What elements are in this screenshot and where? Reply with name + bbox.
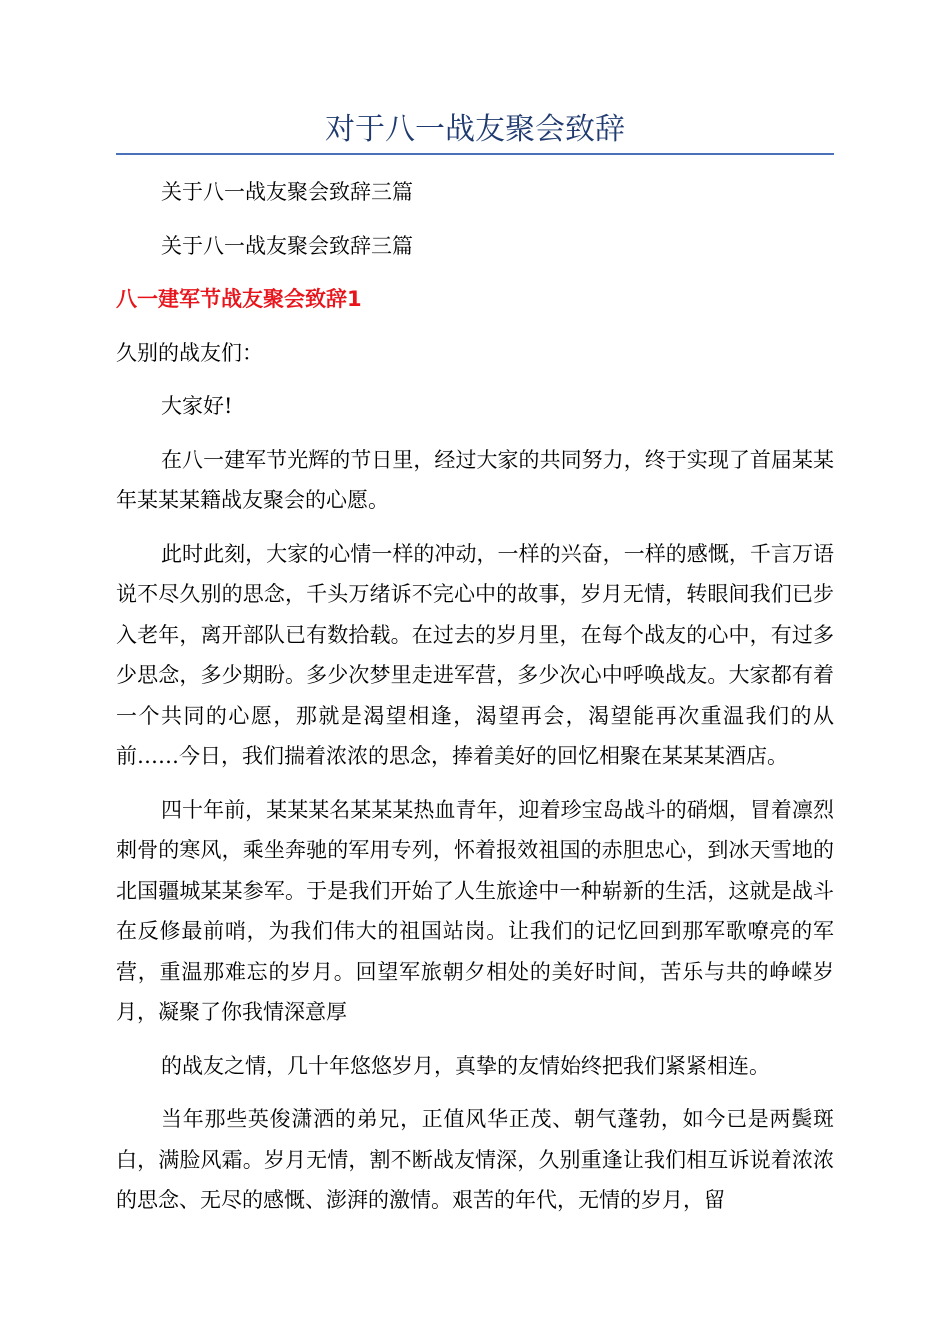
salutation: 久别的战友们：: [116, 340, 263, 365]
document-body: [116, 172, 834, 1234]
body-paragraph-2: 此时此刻，大家的心情一样的冲动，一样的兴奋，一样的感慨，千言万语说不尽久别的思念，千头万绪诉不完心中的故事，岁月无情，转眼间我们已步入老年，离开部队已有数拾载。在过去的岁月里，在每个战友的心中，有过多少思念，多少期盼。多少次梦里走进军营，多少次心中呼唤战友。大家都有着一个共同的心愿，那就是渴望相逢，渴望再会，渴望能再次重温我们的从前……今日，我们揣着浓浓的思念，捧着美好的回忆相聚在某某某酒店。: [116, 541, 834, 768]
subtitle-2: 关于八一战友聚会致辞三篇: [161, 233, 413, 258]
greeting: 大家好!: [161, 394, 233, 418]
title-underline: [116, 153, 834, 155]
subtitle-1: 关于八一战友聚会致辞三篇: [161, 180, 413, 204]
body-paragraph-3: 四十年前，某某某名某某某热血青年，迎着珍宝岛战斗的硝烟，冒着凛烈刺骨的寒风，乘坐奔驰的军用专列，怀着报效祖国的赤胆忠心，到冰天雪地的北国疆城某某参军。于是我们开始了人生旅途中一种崭新的生活，这就是战斗在反修最前哨，为我们伟大的祖国站岗。让我们的记忆回到那军歌嘹亮的军营，重温那难忘的岁月。回望军旅朝夕相处的美好时间，苦乐与共的峥嵘岁月，凝聚了你我情深意厚: [116, 797, 834, 1024]
body-paragraph-4: 的战友之情，几十年悠悠岁月，真挚的友情始终把我们紧紧相连。: [161, 1053, 770, 1078]
section-heading: 八一建军节战友聚会致辞1: [116, 287, 362, 311]
body-paragraph-5: 当年那些英俊潇洒的弟兄，正值风华正茂、朝气蓬勃，如今已是两鬓斑白，满脸风霜。岁月无情，割不断战友情深，久别重逢让我们相互诉说着浓浓的思念、无尽的感慨、澎湃的激情。艰苦的年代，无情的岁月，留: [116, 1107, 834, 1212]
body-paragraph-1: 在八一建军节光辉的节日里，经过大家的共同努力，终于实现了首届某某年某某某籍战友聚会的心愿。: [116, 447, 834, 512]
document-title: 对于八一战友聚会致辞: [325, 112, 625, 147]
